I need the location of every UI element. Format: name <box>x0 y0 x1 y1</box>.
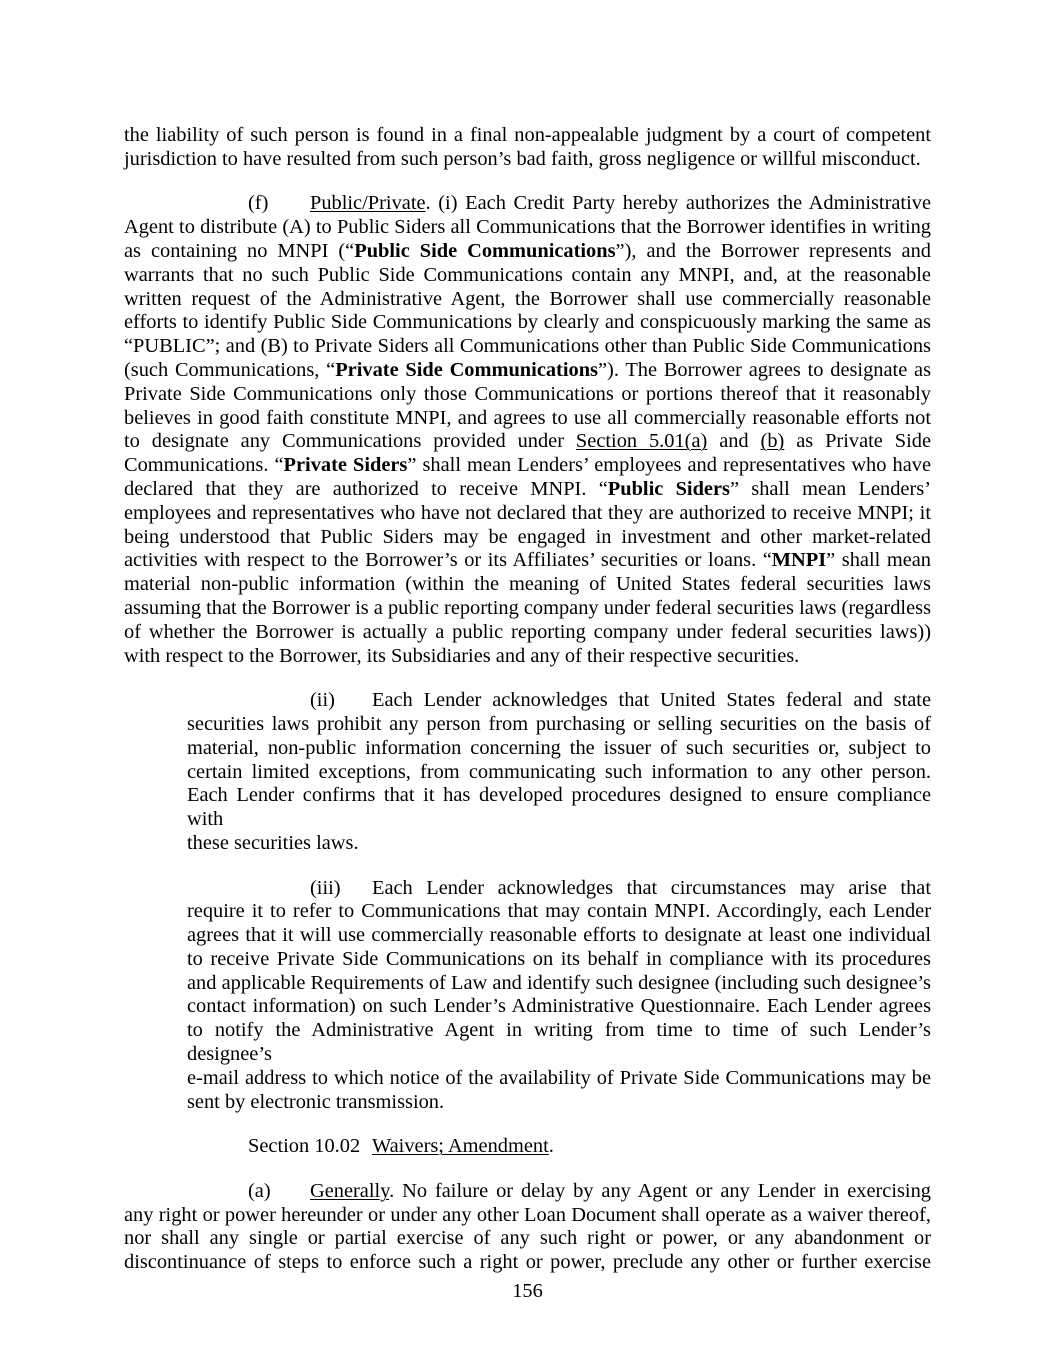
text-run: any right or power hereunder or under any other Loan Document shall operate as a waiver thereof, <box>124 1203 931 1226</box>
text-run: agrees that it will use commercially reasonable efforts to designate at least one individual <box>187 924 931 947</box>
text-line <box>124 478 931 502</box>
continuation-paragraph <box>124 124 931 172</box>
defined-term: Public Side Communications <box>354 239 616 262</box>
text-line <box>124 1204 931 1228</box>
text-line <box>124 645 931 669</box>
paragraph-a-generally <box>124 1180 931 1275</box>
text-line <box>187 832 931 856</box>
paragraph-f-ii <box>187 689 931 856</box>
text-run: material non-public information (within the meaning of United States federal securities laws <box>124 573 931 596</box>
text-run: to notify the Administrative Agent in writing from time to time of such Lender’s designee’s <box>187 1019 931 1066</box>
text-run: being understood that Public Siders may be engaged in investment and other market-related <box>124 525 931 548</box>
text-line <box>124 383 931 407</box>
text-line <box>124 148 931 172</box>
paragraph-label: (f) <box>248 192 269 215</box>
text-run: to receive Private Side Communications on its behalf in compliance with its procedures <box>187 947 931 970</box>
text-line <box>124 526 931 550</box>
text-run: nor shall any single or partial exercise of any such right or power, or any abandonment or <box>124 1227 931 1250</box>
text-run: Agent to distribute (A) to Public Siders all Communications that the Borrower identifies in writing <box>124 216 931 239</box>
text-run: with respect to the Borrower, its Subsidiaries and any of their respective securities. <box>124 644 800 667</box>
underlined-reference: Generally <box>310 1179 390 1202</box>
text-run: warrants that no such Public Side Communications contain any MNPI, and, at the reasonable <box>124 263 931 286</box>
paragraph-label: (ii) <box>310 689 335 712</box>
text-run: certain limited exceptions, from communicating such information to any other person. <box>187 760 931 783</box>
text-run: ”). The Borrower agrees to designate as <box>598 358 932 381</box>
text-run: (such Communications, “ <box>124 358 336 381</box>
text-line <box>124 1135 931 1159</box>
text-line <box>124 240 931 264</box>
defined-term: Private Side Communications <box>335 358 598 381</box>
text-run: assuming that the Borrower is a public reporting company under federal securities laws (regardless <box>124 596 931 619</box>
text-line <box>124 124 931 148</box>
text-run: as Private Side <box>784 430 931 453</box>
text-line <box>124 288 931 312</box>
text-line <box>124 359 931 383</box>
text-run: sent by electronic transmission. <box>187 1090 445 1113</box>
text-run: of whether the Borrower is actually a public reporting company under federal securities laws)) <box>124 620 931 643</box>
paragraph-label: Section 10.02 <box>248 1135 361 1158</box>
text-run: discontinuance of steps to enforce such a right or power, preclude any other or further exercise <box>124 1251 931 1274</box>
text-run: Each Lender acknowledges that circumstances may arise that <box>372 876 931 899</box>
section-heading <box>124 1135 931 1159</box>
text-run: written request of the Administrative Agent, the Borrower shall use commercially reasonable <box>124 287 931 310</box>
text-line <box>124 407 931 431</box>
text-line <box>187 924 931 948</box>
text-run: as containing no MNPI (“ <box>124 239 355 262</box>
text-line <box>187 948 931 972</box>
paragraph-f-public-private <box>124 192 931 668</box>
text-run: to designate any Communications provided under <box>124 430 576 453</box>
text-line <box>187 737 931 761</box>
document-page <box>124 124 931 1275</box>
text-line <box>124 621 931 645</box>
text-run: jurisdiction to have resulted from such person’s bad faith, gross negligence or willful misconduct. <box>124 147 921 170</box>
text-line <box>124 573 931 597</box>
text-line <box>187 1091 931 1115</box>
defined-term: MNPI <box>771 549 827 572</box>
text-run: ” shall mean Lenders’ employees and representatives who have <box>407 454 931 477</box>
text-line <box>124 1251 931 1275</box>
text-run: Communications. “ <box>124 454 284 477</box>
text-line <box>124 311 931 335</box>
text-run: contact information) on such Lender’s Administrative Questionnaire. Each Lender agrees <box>187 995 931 1018</box>
text-run: Each Lender confirms that it has developed procedures designed to ensure compliance with <box>187 784 931 831</box>
text-line <box>187 1019 931 1067</box>
text-run: declared that they are authorized to receive MNPI. “ <box>124 477 608 500</box>
text-run: and applicable Requirements of Law and identify such designee (including such designee’s <box>187 971 931 994</box>
text-line <box>187 900 931 924</box>
text-line <box>124 597 931 621</box>
text-line <box>124 192 931 216</box>
text-line <box>187 713 931 737</box>
text-line <box>124 264 931 288</box>
text-run: ” shall mean Lenders’ <box>729 477 931 500</box>
text-run: believes in good faith constitute MNPI, and agrees to use all commercially reasonable efforts not <box>124 406 931 429</box>
underlined-reference: Section 5.01(a) <box>575 430 708 453</box>
text-line <box>187 972 931 996</box>
underlined-reference: (b) <box>760 430 785 453</box>
underlined-reference: Public/Private <box>310 192 426 215</box>
text-run: material, non-public information concerning the issuer of such securities or, subject to <box>187 736 931 759</box>
text-run: and <box>707 430 761 453</box>
text-line <box>187 761 931 785</box>
defined-term: Public Siders <box>607 477 730 500</box>
text-run: efforts to identify Public Side Communications by clearly and conspicuously marking the same as <box>124 311 931 334</box>
text-line <box>124 549 931 573</box>
text-line <box>124 216 931 240</box>
text-run: e-mail address to which notice of the availability of Private Side Communications may be <box>187 1066 931 1089</box>
text-run: activities with respect to the Borrower’s or its Affiliates’ securities or loans. “ <box>124 549 772 572</box>
text-run: ”), and the Borrower represents and <box>615 239 931 262</box>
text-run: . (i) Each Credit Party hereby authorizes the Administrative <box>425 192 931 215</box>
text-line <box>124 454 931 478</box>
text-run: Private Side Communications only those Communications or portions thereof that it reasonably <box>124 382 931 405</box>
text-run: “PUBLIC”; and (B) to Private Siders all Communications other than Public Side Communications <box>124 335 931 358</box>
text-line <box>187 877 931 901</box>
text-run: ” shall mean <box>826 549 931 572</box>
paragraph-f-iii <box>187 877 931 1115</box>
page-number: 156 <box>512 1280 543 1302</box>
underlined-reference: Waivers; Amendment <box>372 1135 549 1158</box>
text-run: the liability of such person is found in a final non-appealable judgment by a court of competent <box>124 124 931 146</box>
text-line <box>187 1067 931 1091</box>
text-run: . No failure or delay by any Agent or any Lender in exercising <box>389 1179 931 1202</box>
text-line <box>124 1227 931 1251</box>
text-line <box>124 502 931 526</box>
defined-term: Private Siders <box>283 454 408 477</box>
text-line <box>187 995 931 1019</box>
paragraph-label: (a) <box>248 1179 271 1202</box>
text-run: employees and representatives who have not declared that they are authorized to receive MNPI; it <box>124 501 931 524</box>
text-run: these securities laws. <box>187 831 359 854</box>
text-run: Each Lender acknowledges that United States federal and state <box>372 689 931 712</box>
text-line <box>124 335 931 359</box>
text-line <box>124 1180 931 1204</box>
text-run: . <box>548 1135 554 1158</box>
text-run: require it to refer to Communications that may contain MNPI. Accordingly, each Lender <box>187 900 931 923</box>
text-run: securities laws prohibit any person from purchasing or selling securities on the basis of <box>187 712 931 735</box>
text-line <box>187 784 931 832</box>
text-line <box>187 689 931 713</box>
paragraph-label: (iii) <box>310 876 341 899</box>
text-line <box>124 430 931 454</box>
